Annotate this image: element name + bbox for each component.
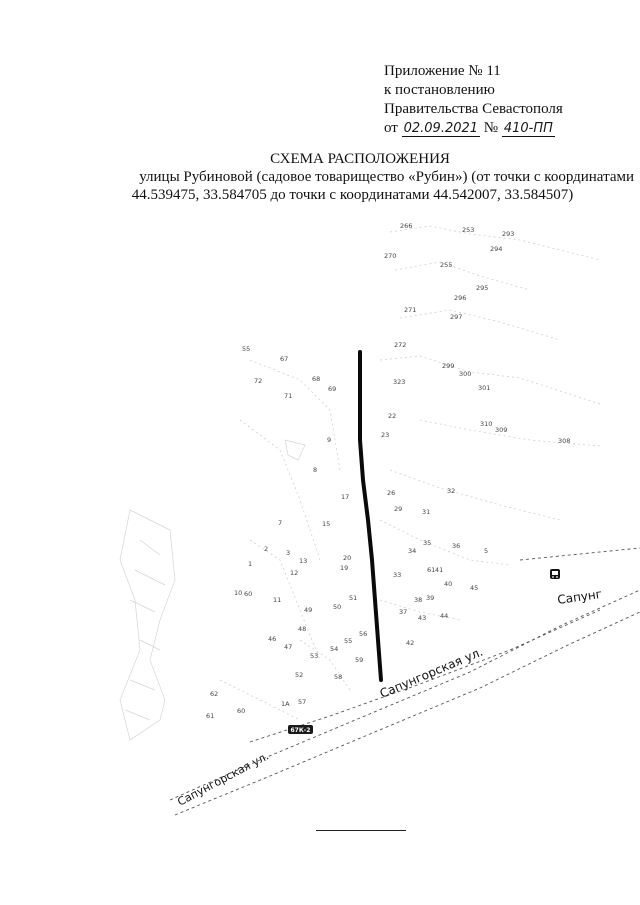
resolution-number: 410-ПП — [503, 121, 553, 136]
plot-label: 22 — [388, 412, 397, 420]
plot-label: 31 — [422, 508, 431, 516]
number-prefix: № — [483, 120, 499, 136]
plot-label: 3 — [286, 549, 291, 557]
plot-label: 38 — [414, 596, 423, 604]
street-name-main: Сапунгорская ул. — [377, 644, 485, 701]
plot-label: 301 — [478, 384, 491, 392]
plot-label: 50 — [333, 603, 342, 611]
plot-label: 272 — [394, 341, 407, 349]
plot-label: 42 — [406, 639, 415, 647]
plot-label: 69 — [328, 385, 337, 393]
plot-label: 20 — [343, 554, 352, 562]
scheme-heading: СХЕМА РАСПОЛОЖЕНИЯ — [270, 151, 450, 167]
plot-label: 37 — [399, 608, 408, 616]
plot-label: 72 — [254, 377, 263, 385]
plot-label: 10 — [234, 589, 243, 597]
plot-label: 297 — [450, 313, 463, 321]
road-badge — [288, 725, 313, 734]
plot-label: 34 — [408, 547, 417, 555]
scheme-subtitle-line1: улицы Рубиновой (садовое товарищество «Рубин») (от точки с координатами — [139, 169, 634, 185]
plot-label: 67 — [280, 355, 289, 363]
svg-text:67К-2: 67К-2 — [290, 727, 311, 734]
plot-label: 253 — [462, 226, 475, 234]
bus-stop-icon — [550, 569, 560, 579]
appendix-government: Правительства Севастополя — [384, 101, 563, 117]
plot-label: 19 — [340, 564, 349, 572]
plot-label: 36 — [452, 542, 461, 550]
plot-label: 271 — [404, 306, 417, 314]
plot-label: 17 — [341, 493, 350, 501]
plot-label: 270 — [384, 252, 397, 260]
plot-label: 11 — [273, 596, 282, 604]
resolution-date: 02.09.2021 — [403, 121, 479, 136]
plot-label: 40 — [444, 580, 453, 588]
plot-label: 255 — [440, 261, 453, 269]
plot-label: 12 — [290, 569, 299, 577]
plot-label: 44 — [440, 612, 449, 620]
from-prefix: от — [384, 120, 398, 136]
plot-label: 71 — [284, 392, 293, 400]
plot-label: 60 — [237, 707, 246, 715]
plot-label: 52 — [295, 671, 304, 679]
plot-label: 57 — [298, 698, 307, 706]
plot-label: 46 — [268, 635, 277, 643]
plot-label: 51 — [349, 594, 358, 602]
plot-label: 32 — [447, 487, 456, 495]
plot-label: 26 — [387, 489, 396, 497]
plot-label: 295 — [476, 284, 489, 292]
plot-label: 296 — [454, 294, 467, 302]
footer-rule — [316, 830, 406, 831]
plot-label: 2 — [264, 545, 269, 553]
plot-label: 1А — [281, 700, 290, 708]
street-name-left: Сапунгорская ул. — [175, 749, 271, 809]
plot-label: 15 — [322, 520, 331, 528]
plot-label: 58 — [334, 673, 343, 681]
plot-label: 61 — [206, 712, 215, 720]
plot-label: 45 — [470, 584, 479, 592]
plot-label: 54 — [330, 645, 339, 653]
plot-label: 43 — [418, 614, 427, 622]
plot-labels — [206, 222, 570, 720]
appendix-to-resolution: к постановлению — [384, 82, 495, 98]
plot-label: 294 — [490, 245, 503, 253]
plot-label: 55 — [344, 637, 353, 645]
plot-label: 56 — [359, 630, 368, 638]
plot-label: 29 — [394, 505, 403, 513]
plot-label: 62 — [210, 690, 219, 698]
plot-label: 35 — [423, 539, 432, 547]
plot-label: 49 — [304, 606, 313, 614]
plot-label: 308 — [558, 437, 571, 445]
plot-label: 300 — [459, 370, 472, 378]
plot-label: 39 — [426, 594, 435, 602]
plot-label: 310 — [480, 420, 493, 428]
plot-label: 33 — [393, 571, 402, 579]
plot-label: 23 — [381, 431, 390, 439]
plot-label: 1 — [248, 560, 253, 568]
street-name-right: Сапунг — [556, 586, 603, 607]
plot-label: 323 — [393, 378, 406, 386]
plot-label: 299 — [442, 362, 455, 370]
plot-label: 293 — [502, 230, 515, 238]
scheme-subtitle-line2: 44.539475, 33.584705 до точки с координатами 44.542007, 33.584507) — [131, 187, 574, 203]
plot-label: 13 — [299, 557, 308, 565]
plot-label: 59 — [355, 656, 364, 664]
plot-label: 5 — [484, 547, 489, 555]
plot-label: 7 — [278, 519, 283, 527]
plot-label: 266 — [400, 222, 413, 230]
plot-label: 53 — [310, 652, 319, 660]
plot-label: 8 — [313, 466, 318, 474]
plot-label: 309 — [495, 426, 508, 434]
plot-label: 48 — [298, 625, 307, 633]
plot-label: 61 — [427, 566, 436, 574]
plot-label: 55 — [242, 345, 251, 353]
plot-label: 9 — [327, 436, 332, 444]
plot-label: 60 — [244, 590, 253, 598]
plot-label: 68 — [312, 375, 321, 383]
plot-label: 41 — [435, 566, 444, 574]
plot-label: 47 — [284, 643, 293, 651]
appendix-number: Приложение № 11 — [384, 63, 501, 79]
